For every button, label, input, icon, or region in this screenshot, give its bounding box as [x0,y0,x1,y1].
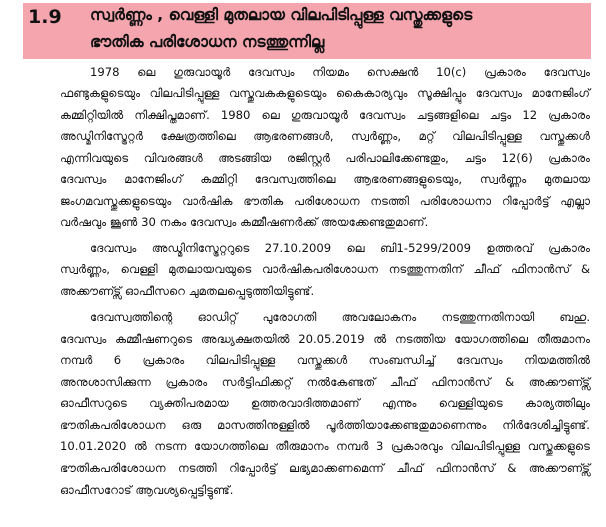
paragraph-1-line: 1978 ലെ ഗുരുവായൂർ ദേവസ്വം നിയമം സെക്ഷൻ 10(c) പ്രകാരം ദേവസ്വം [90,65,590,79]
section-heading [23,3,591,59]
paragraph-3-line: അനുശാസിക്കുന്ന പ്രകാരം സർട്ടിഫിക്കറ്റ് നൽകേണ്ടത് ചീഫ് ഫിനാൻസ് & അക്കൗണ്ട്സ് [60,375,590,389]
paragraph-1-line: ജംഗമവസ്തുക്കളുടെയും വാർഷിക ഭൗതിക പരിശോധന നടത്തി പരിശോധനാ റിപ്പോർട്ട് എല്ലാ [60,194,590,208]
paragraph-3-line: ഓഫീസറുടെ വ്യക്തിപരമായ ഉത്തരവാദിത്തമാണ് എന്നും വെള്ളിയുടെ കാര്യത്തിലും [60,396,590,410]
paragraph-3-line: ദേവസ്വം കമ്മീഷണറുടെ അദ്ധ്യക്ഷതയിൽ 20.05.2019 ൽ നടത്തിയ യോഗത്തിലെ തീരുമാനം [60,332,590,346]
paragraph-1-line: കമ്മിറ്റിയിൽ നിക്ഷിപ്തമാണ്. 1980 ലെ ഗുരുവായൂർ ദേവസ്വം ചട്ടങ്ങളിലെ ചട്ടം 12 പ്രകാരം [60,108,590,122]
paragraph-2-line: സ്വർണ്ണം, വെള്ളി മുതലായവയുടെ വാർഷികപരിശോധന നടത്തുന്നതിന് ചീഫ് ഫിനാൻസ് & [60,262,590,276]
paragraph-2-line: ദേവസ്വം അഡ്മിനിസ്ട്രേറ്ററുടെ 27.10.2009 ലെ ബി1-5299/2009 ഉത്തരവ് പ്രകാരം [90,241,590,255]
paragraph-1-line: അഡ്മിനിസ്ട്രേറ്റർ ക്ഷേത്രത്തിലെ ആഭരണങ്ങൾ, സ്വർണ്ണം, മറ്റ് വിലപിടിപ്പുള്ള വസ്തുക്കൾ [60,129,590,143]
paragraph-3-line: നമ്പർ 6 പ്രകാരം വിലപിടിപ്പുള്ള വസ്തുക്കൾ സംബന്ധിച്ച് ദേവസ്വം നിയമത്തിൽ [60,353,590,367]
paragraph-3-line: ഭൗതികപരിശോധന ഒരു മാസത്തിനുള്ളിൽ പൂർത്തിയാക്കേണ്ടതുമാണെന്നും നിർദേശിച്ചിട്ടുണ്ട്. [60,418,590,432]
paragraph-3-line: ഓഫീസറോട് ആവശ്യപ്പെട്ടിട്ടുണ്ട്. [60,483,234,497]
paragraph-1-line: ഫണ്ടുകളുടെയും വിലപിടിപ്പുള്ള വസ്തുവകകളുടെയും കൈകാര്യവും സൂക്ഷിപ്പും ദേവസ്വം മാനേജിംഗ് [60,86,590,100]
paragraph-1-line: ദേവസ്വം മാനേജിംഗ് കമ്മിറ്റി ദേവസ്വത്തിലെ ആഭരണങ്ങളുടെയും, സ്വർണ്ണം മുതലായ [60,172,590,186]
paragraph-2-line: അക്കൗണ്ട്സ് ഓഫീസറെ ചുമതലപ്പെടുത്തിയിട്ടുണ്ട്. [60,284,315,298]
section-number: 1.9 [28,6,62,28]
paragraph-1-line: എന്നിവയുടെ വിവരങ്ങൾ അടങ്ങിയ രജിസ്റ്റർ പരിപാലിക്കേണ്ടതും, ചട്ടം 12(6) പ്രകാരം [60,151,590,165]
section-title-line-1: സ്വർണ്ണം , വെള്ളി മുതലായ വിലപിടിപ്പുള്ള വസ്തുക്കളുടെ [90,6,473,24]
paragraph-3-line: ദേവസ്വത്തിന്റെ ഓഡിറ്റ് പുരോഗതി അവലോകനം നടത്തുന്നതിനായി ബഹു. [90,310,590,324]
paragraph-3-line: ഭൗതികപരിശോധന നടത്തി റിപ്പോർട്ട് ലഭ്യമാക്കണമെന്ന് ചീഫ് ഫിനാൻസ് & അക്കൗണ്ട്സ് [60,461,590,475]
paragraph-1-line: വർഷവും ജൂൺ 30 നകം ദേവസ്വം കമ്മീഷണർക്ക് അയക്കേണ്ടതുമാണ്. [60,215,429,229]
section-title-line-2: ഭൗതിക പരിശോധന നടത്തുന്നില്ല [90,33,325,51]
paragraph-3-line: 10.01.2020 ൽ നടന്ന യോഗത്തിലെ തീരുമാനം നമ്പർ 3 പ്രകാരവും വിലപിടിപ്പുള്ള വസ്തുക്കളുടെ [60,439,590,453]
